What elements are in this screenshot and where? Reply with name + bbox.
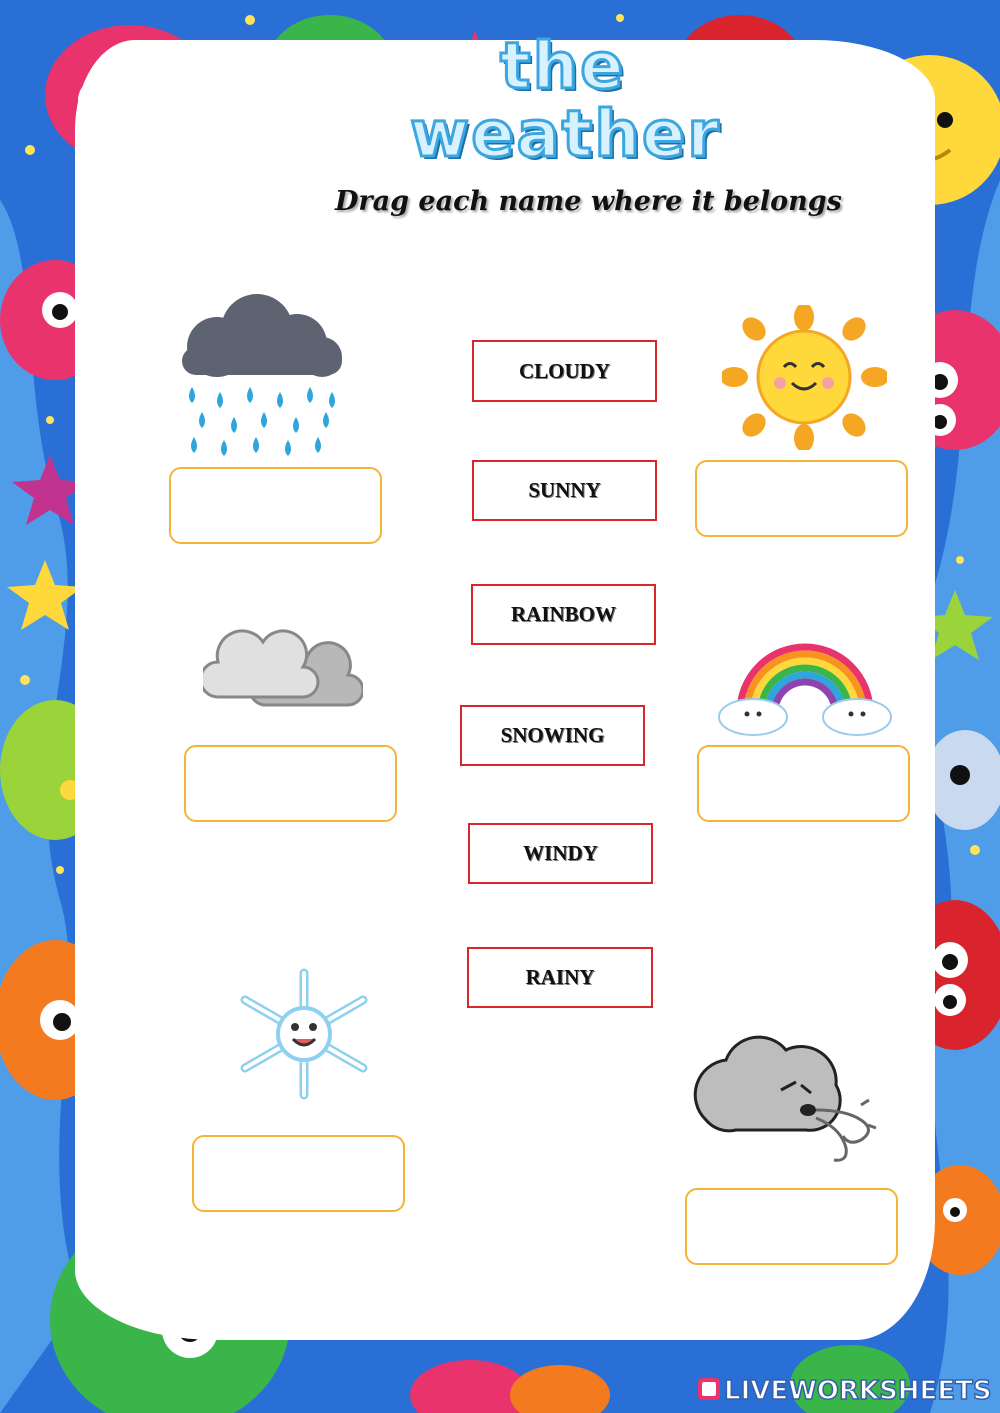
rainbow-icon	[715, 632, 895, 740]
rain-cloud-icon	[172, 292, 347, 462]
word-card-cloudy[interactable]: CLOUDY	[472, 340, 657, 402]
instructions: Drag each name where it belongs	[335, 186, 842, 217]
word-card-rainy[interactable]: RAINY	[467, 947, 653, 1008]
drop-target-rain-cloud[interactable]	[169, 467, 382, 544]
title-line-2: weather	[410, 98, 721, 172]
drop-target-wind-cloud[interactable]	[685, 1188, 898, 1265]
word-card-rainbow[interactable]: RAINBOW	[471, 584, 656, 645]
wind-cloud-icon	[686, 1030, 886, 1170]
liveworksheets-logo-icon	[698, 1378, 720, 1400]
drop-target-rainbow[interactable]	[697, 745, 910, 822]
cloudy-icon	[203, 605, 363, 720]
title-line-1: the	[500, 30, 626, 104]
word-card-sunny[interactable]: SUNNY	[472, 460, 657, 521]
drop-target-snowflake[interactable]	[192, 1135, 405, 1212]
drop-target-cloudy[interactable]	[184, 745, 397, 822]
snowflake-icon	[225, 965, 383, 1103]
liveworksheets-logo: LIVEWORKSHEETS	[724, 1376, 992, 1406]
drop-target-sun[interactable]	[695, 460, 908, 537]
word-card-windy[interactable]: WINDY	[468, 823, 653, 884]
word-card-snowing[interactable]: SNOWING	[460, 705, 645, 766]
sun-icon	[722, 305, 887, 450]
